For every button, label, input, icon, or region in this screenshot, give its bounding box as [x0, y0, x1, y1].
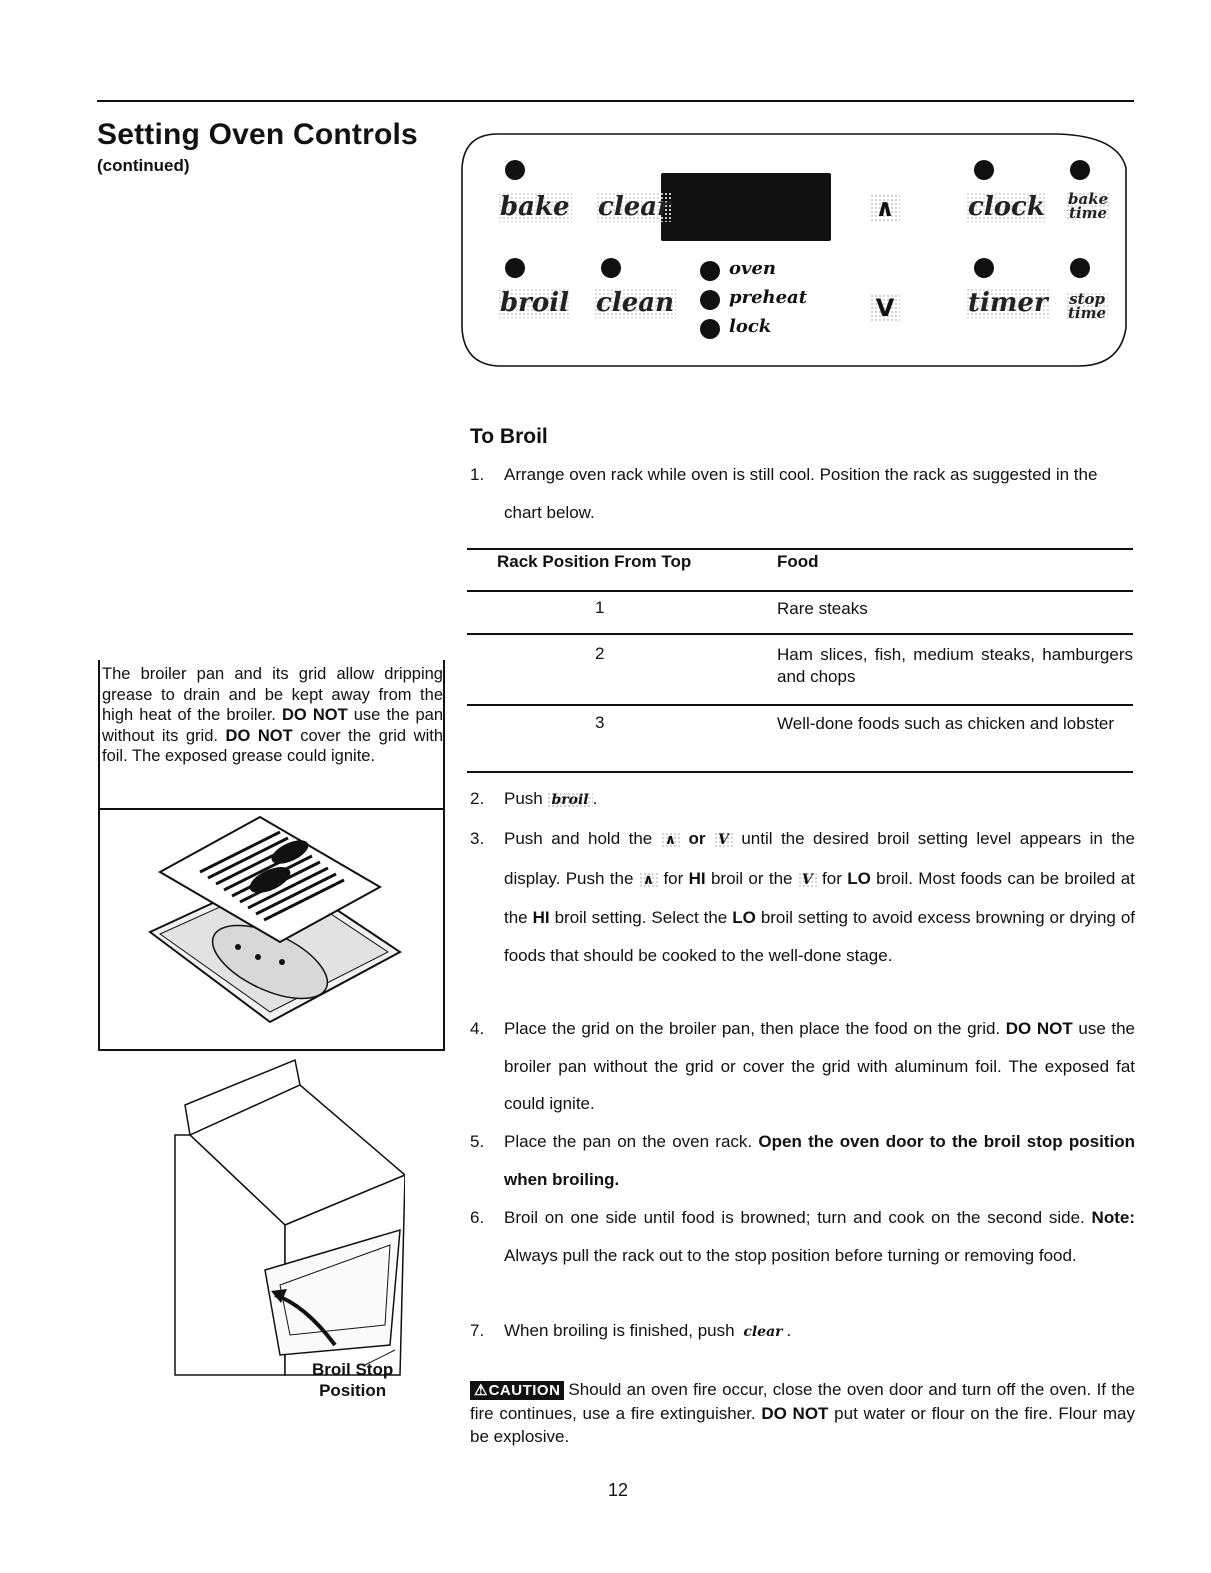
- step-3: [470, 820, 1135, 974]
- down-arrow-inline: V: [714, 832, 733, 848]
- broiler-pan-illustration: [130, 812, 420, 1042]
- step-4: [470, 1010, 1135, 1123]
- step-text: Place the grid on the broiler pan, then place the food on the grid.: [504, 1019, 1001, 1038]
- clock-indicator-dot: [974, 160, 994, 180]
- table-rule: [467, 704, 1133, 706]
- broiler-pan-note: [99, 662, 446, 769]
- step-text: for: [663, 868, 684, 888]
- step-text: Place the pan on the oven rack.: [504, 1132, 753, 1151]
- stop-time-label-1: stop: [1069, 290, 1105, 308]
- lock-indicator-label: lock: [729, 316, 772, 337]
- clear-button[interactable]: clear: [598, 192, 671, 222]
- step-text: When broiling is finished, push: [504, 1321, 735, 1340]
- broil-stop-label: [312, 1359, 393, 1401]
- step-7: [470, 1312, 1135, 1352]
- step-text: Open the oven door to the broil stop position when broiling.: [504, 1132, 1135, 1189]
- table-header-rack: Rack Position From Top: [497, 552, 692, 571]
- note-box-border: [98, 808, 445, 810]
- step-text: Arrange oven rack while oven is still cool. Position the rack as suggested in the chart below.: [504, 465, 1098, 522]
- bake-time-label-1: bake: [1068, 190, 1109, 208]
- broil-stop-label-line2: Position: [319, 1381, 387, 1400]
- step-text: .: [592, 789, 598, 808]
- clear-button-inline: clear: [743, 1324, 783, 1340]
- bake-time-button[interactable]: [1066, 192, 1110, 220]
- caution-text: Should an oven fire occur, close the oven door and turn off the oven. If the fire continues, use a fire extinguisher.: [470, 1380, 1136, 1423]
- section-title: To Broil: [470, 425, 548, 448]
- step-text: broil setting to avoid excess browning or drying of foods that should be cooked to the well-done stage.: [504, 908, 1135, 965]
- step-text: for: [822, 868, 842, 888]
- caution-do-not: DO NOT: [761, 1404, 829, 1423]
- note-text: cover the grid with foil. The exposed grease could ignite.: [102, 726, 444, 765]
- bake-time-indicator-dot: [1070, 160, 1090, 180]
- step-text: DO NOT: [1005, 1019, 1073, 1038]
- oven-indicator-label: oven: [729, 258, 777, 279]
- step-text: until the desired broil setting level appears in the display. Push the: [504, 829, 1135, 888]
- step-text: HI: [532, 908, 550, 927]
- step-number: 5.: [470, 1132, 485, 1151]
- note-text: The broiler pan and its grid allow dripping grease to drain and be kept away from the high heat of the broiler.: [102, 665, 443, 724]
- step-text: Broil on one side until food is browned; turn and cook on the second side.: [504, 1208, 1085, 1227]
- note-do-not: DO NOT: [225, 726, 293, 745]
- step-text: Always pull the rack out to the stop position before turning or removing food.: [504, 1245, 1077, 1265]
- step-2: [470, 780, 1135, 820]
- note-do-not: DO NOT: [281, 706, 348, 724]
- stop-time-indicator-dot: [1070, 258, 1090, 278]
- up-arrow-inline: ∧: [661, 832, 680, 848]
- bake-time-label-2: time: [1069, 204, 1108, 222]
- step-number: 6.: [470, 1208, 485, 1227]
- page-title: Setting Oven Controls: [97, 118, 418, 151]
- up-arrow-button[interactable]: ∧: [870, 194, 900, 222]
- step-text: Push: [504, 789, 543, 808]
- broil-stop-label-line1: Broil Stop: [312, 1360, 394, 1379]
- caution-badge: ⚠CAUTION: [470, 1381, 564, 1400]
- rack-position: 2: [595, 644, 605, 663]
- caution-notice: [470, 1378, 1135, 1448]
- rack-food: Well-done foods such as chicken and lobster: [777, 714, 1115, 733]
- note-box-border: [98, 1049, 445, 1051]
- step-text: broil setting. Select the: [554, 908, 728, 927]
- step-text: HI: [688, 868, 706, 888]
- note-text: use the pan without its grid.: [102, 706, 443, 745]
- bake-button[interactable]: bake: [500, 192, 570, 222]
- step-text: .: [786, 1321, 792, 1340]
- lock-indicator-dot: [700, 319, 720, 339]
- step-text: Push and hold the: [504, 829, 653, 848]
- top-rule: [97, 100, 1134, 102]
- table-rule: [467, 771, 1133, 773]
- control-panel: [458, 128, 1128, 368]
- down-arrow-inline: V: [798, 872, 817, 888]
- step-text: or: [688, 829, 706, 848]
- timer-indicator-dot: [974, 258, 994, 278]
- page-number: 12: [608, 1480, 629, 1500]
- page-subtitle: (continued): [97, 156, 190, 175]
- step-text: LO: [732, 908, 756, 927]
- table-rule: [467, 548, 1133, 550]
- step-text: Note:: [1091, 1208, 1135, 1227]
- table-rule: [467, 590, 1133, 592]
- step-number: 3.: [470, 829, 485, 848]
- stop-time-label-2: time: [1068, 304, 1107, 322]
- step-5: [470, 1123, 1135, 1198]
- rack-food: Ham slices, fish, medium steaks, hamburgers and chops: [777, 645, 1133, 686]
- control-panel-outline: [458, 128, 1128, 368]
- clean-indicator-dot: [601, 258, 621, 278]
- table-rule: [467, 633, 1133, 635]
- rack-food: Rare steaks: [777, 599, 868, 618]
- step-number: 2.: [470, 789, 485, 808]
- step-6: [470, 1199, 1135, 1274]
- timer-button[interactable]: timer: [968, 288, 1048, 318]
- step-text: broil. Most foods can be broiled at the: [504, 868, 1135, 927]
- clean-button[interactable]: clean: [596, 288, 674, 318]
- broil-button-inline: broil: [547, 792, 592, 808]
- step-number: 1.: [470, 465, 485, 484]
- table-header-food: Food: [777, 552, 819, 571]
- step-text: broil or the: [710, 868, 793, 888]
- display-window: [661, 173, 831, 241]
- bake-indicator-dot: [505, 160, 525, 180]
- broil-button[interactable]: broil: [500, 288, 569, 318]
- preheat-indicator-label: preheat: [729, 287, 808, 308]
- down-arrow-button[interactable]: V: [870, 294, 900, 322]
- step-number: 7.: [470, 1321, 485, 1340]
- step-text: use the broiler pan without the grid or cover the grid with aluminum foil. The exposed fat could ignite.: [504, 1019, 1136, 1113]
- step-number: 4.: [470, 1019, 485, 1038]
- step-1: [470, 456, 1135, 531]
- oven-indicator-dot: [700, 261, 720, 281]
- rack-position: 3: [595, 713, 605, 732]
- clock-button[interactable]: clock: [968, 192, 1045, 222]
- rack-position: 1: [595, 598, 605, 617]
- caution-text: put water or flour on the fire. Flour may be explosive.: [470, 1404, 1135, 1446]
- stop-time-button[interactable]: [1066, 292, 1108, 320]
- step-text: LO: [847, 868, 871, 888]
- up-arrow-inline: ∧: [639, 872, 658, 888]
- range-illustration: [155, 1055, 405, 1385]
- preheat-indicator-dot: [700, 290, 720, 310]
- broil-indicator-dot: [505, 258, 525, 278]
